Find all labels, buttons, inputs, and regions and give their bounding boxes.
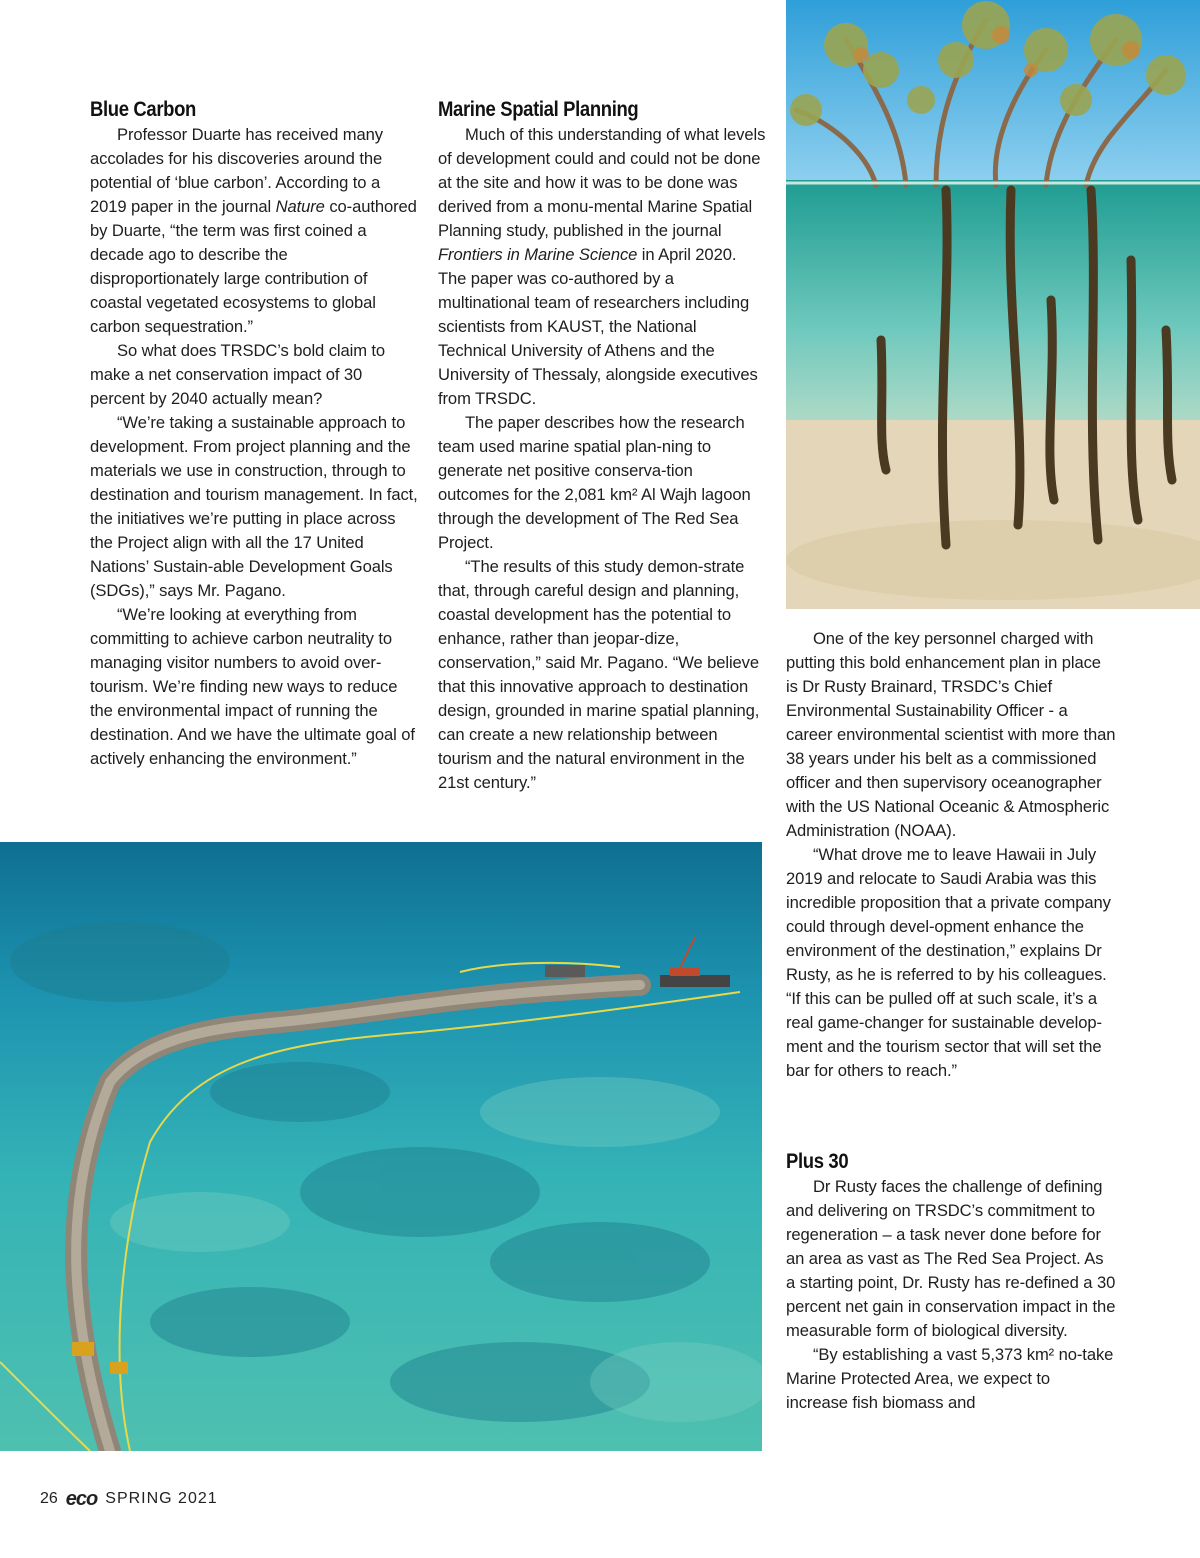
magazine-logo: eco: [65, 1487, 98, 1510]
article-column-2: [438, 97, 768, 795]
paragraph: [438, 123, 768, 411]
issue-label: SPRING 2021: [105, 1490, 218, 1507]
section-heading-marine-spatial-planning: Marine Spatial Planning: [438, 98, 639, 121]
text-run: co-authored by Duarte, “the term was first coined a decade ago to describe the disproportionately large contribution of coastal vegetated ecosystems to global carbon sequestration.”: [90, 197, 417, 336]
section-heading-blue-carbon: Blue Carbon: [90, 98, 196, 121]
text-run: Much of this understanding of what levels of development could and could not be done at the site and how it was to be done was derived from a monu-mental Marine Spatial Planning study, published in the journal: [438, 125, 766, 240]
mangrove-photo-illustration: [786, 0, 1200, 609]
aerial-lagoon-photo: [0, 842, 762, 1451]
paragraph: The paper describes how the research team used marine spatial plan-ning to generate net positive conserva-tion outcomes for the 2,081 km² Al Wajh lagoon through the development of The Red Sea Project.: [438, 413, 751, 552]
paragraph: “By establishing a vast 5,373 km² no-take Marine Protected Area, we expect to increase fish biomass and: [786, 1345, 1114, 1412]
journal-name: Frontiers in Marine Science: [438, 245, 638, 264]
paragraph: [90, 123, 420, 339]
journal-name: Nature: [275, 197, 325, 216]
aerial-lagoon-illustration: [0, 842, 762, 1451]
text-run: Professor Duarte has received many accolades for his discoveries around the potential of ‘blue carbon’. According to a 2019 paper in the journal: [90, 125, 383, 216]
paragraph: Dr Rusty faces the challenge of defining and delivering on TRSDC’s commitment to regeneration – a task never done before for an area as vast as The Red Sea Project. As a starting point, Dr. Rusty has re-defined a 30 percent net gain in conservation impact in the measurable form of biological diversity.: [786, 1177, 1116, 1340]
paragraph: “The results of this study demon-strate that, through careful design and planning, coastal development has the potential to enhance, rather than jeopar-dize, conservation,” said Mr. Pagano. “We believe that this innovative approach to destination design, grounded in marine spatial planning, can create a new relationship between tourism and the natural environment in the 21st century.”: [438, 557, 760, 792]
paragraph: “What drove me to leave Hawaii in July 2019 and relocate to Saudi Arabia was this incredible proposition that a private company could through devel-opment enhance the environment of the destination,” explains Dr Rusty, as he is referred to by his colleagues. “If this can be pulled off at such scale, it’s a real game-changer for sustainable develop-ment and the tourism sector that will set the bar for others to reach.”: [786, 845, 1111, 1080]
paragraph: “We’re looking at everything from committing to achieve carbon neutrality to managing visitor numbers to avoid over-tourism. We’re finding new ways to reduce the environmental impact of running the destination. And we have the ultimate goal of actively enhancing the environment.”: [90, 605, 415, 768]
mangrove-photo: [786, 0, 1200, 609]
article-column-1: [90, 97, 420, 771]
paragraph: So what does TRSDC’s bold claim to make a net conservation impact of 30 percent by 2040 actually mean?: [90, 341, 386, 408]
section-heading-plus-30: Plus 30: [786, 1150, 849, 1173]
paragraph: One of the key personnel charged with putting this bold enhancement plan in place is Dr Rusty Brainard, TRSDC’s Chief Environmental Sustainability Officer - a career environmental scientist with more than 38 years under his belt as a commissioned officer and then supervisory oceanographer with the US National Oceanic & Atmospheric Administration (NOAA).: [786, 629, 1116, 840]
article-column-4: [786, 1149, 1116, 1415]
page-number: 26: [40, 1490, 58, 1507]
text-run: in April 2020. The paper was co-authored by a multinational team of researchers including scientists from KAUST, the National Technical University of Athens and the University of Thessaly, alongside executives from TRSDC.: [438, 245, 758, 408]
article-column-3: [786, 627, 1116, 1083]
paragraph: “We’re taking a sustainable approach to development. From project planning and the materials we use in construction, through to destination and tourism management. In fact, the initiatives we’re putting in place across the Project align with all the 17 United Nations’ Sustain-able Development Goals (SDGs),” says Mr. Pagano.: [90, 413, 418, 600]
page-footer: [40, 1488, 218, 1510]
